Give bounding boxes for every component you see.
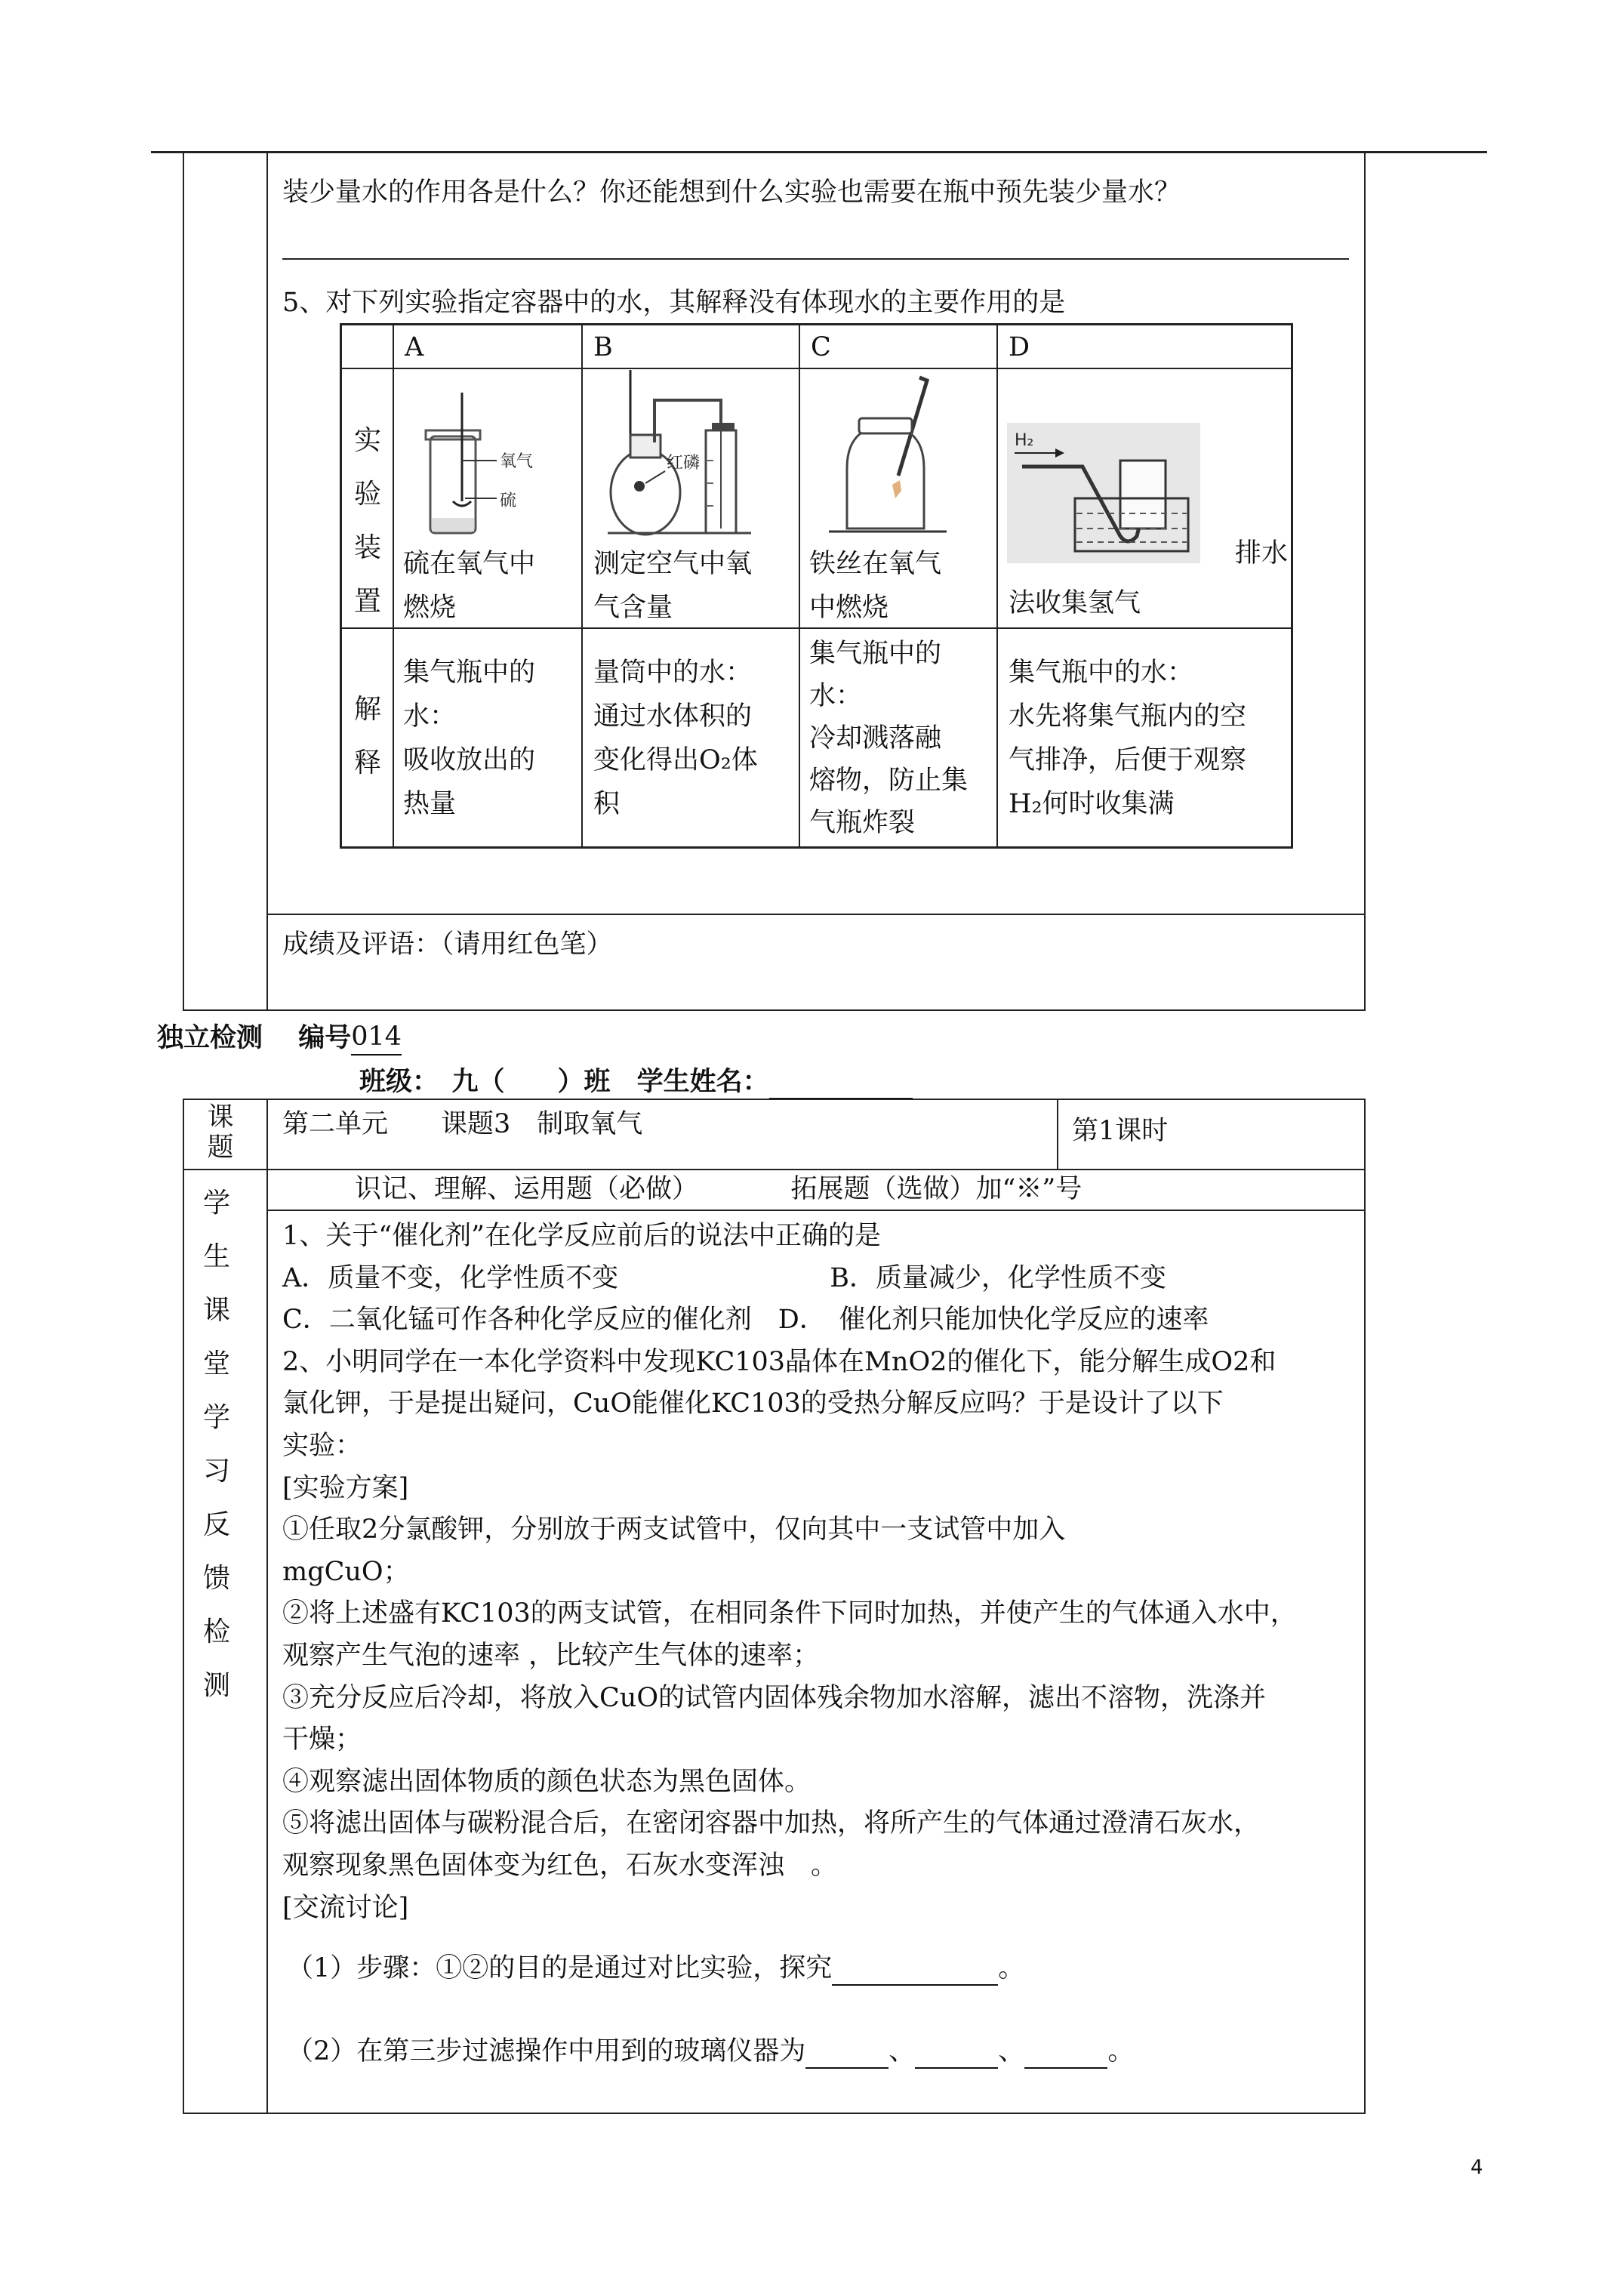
line: mgCuO； (282, 1556, 410, 1587)
line: ④观察滤出固体物质的颜色状态为黑色固体。 (282, 1766, 812, 1797)
question-continuation: 装少量水的作用各是什么？你还能想到什么实验也需要在瓶中预先装少量水？ (282, 177, 1181, 208)
caption-a: 硫在氧气中 燃烧 (403, 549, 536, 623)
number-value: 014 (351, 1019, 402, 1056)
red-phosphorus-label: 红磷 (667, 454, 701, 473)
line: [交流讨论] (282, 1892, 409, 1923)
header-rule (151, 151, 1487, 153)
col-header-d: D (1009, 332, 1030, 362)
line: 观察产生气泡的速率 ，比较产生气体的速率； (282, 1640, 820, 1671)
line: 2、小明同学在一本化学资料中发现KC103晶体在MnO2的催化下，能分解生成O2和 (282, 1346, 1277, 1377)
col-header-a: A (405, 332, 424, 362)
top-frame-inner (266, 151, 268, 1010)
line: 干燥； (282, 1724, 362, 1755)
answer-blank-4[interactable] (1024, 2032, 1107, 2069)
caption-d-2: 法收集氢气 (1009, 588, 1141, 618)
line: 实验： (282, 1430, 362, 1461)
topic-text: 第二单元 课题3 制取氧气 (282, 1109, 643, 1139)
section-title: 独立检测 编号014 (157, 1019, 402, 1056)
line: ②将上述盛有KC103的两支试管，在相同条件下同时加热，并使产生的气体通入水中， (282, 1598, 1297, 1629)
top-frame-left (183, 151, 184, 1010)
iron-wire-combustion-diagram (814, 370, 980, 544)
instructions: 识记、理解、运用题（必做） 拓展题（选做）加“※”号 (355, 1174, 1083, 1204)
line: 观察现象黑色固体变为红色，石灰水变浑浊 。 (282, 1850, 838, 1881)
top-frame-right (1364, 151, 1366, 1010)
air-oxygen-measurement-diagram (593, 370, 796, 544)
grade-comment: 成绩及评语：（请用红色笔） (282, 929, 613, 960)
hydrogen-collection-diagram (1007, 423, 1203, 566)
student-name-blank[interactable] (769, 1063, 913, 1099)
side-label: 学 生 课 堂 学 习 反 馈 检 测 (202, 1188, 230, 1701)
explanation-a: 集气瓶中的 水： 吸收放出的 热量 (403, 658, 536, 819)
h2-label: H₂ (1015, 431, 1034, 450)
row-label-explanation: 解 释 (353, 694, 381, 778)
answer-blank-1[interactable] (832, 1949, 998, 1986)
answer-blank-2[interactable] (805, 2032, 888, 2069)
line: ③充分反应后冷却，将放入CuO的试管内固体残余物加水溶解，滤出不溶物，洗涤并 (282, 1682, 1267, 1713)
explanation-d: 集气瓶中的水： 水先将集气瓶内的空 气排净，后便于观察 H₂何时收集满 (1009, 658, 1247, 819)
sulfur-label: 硫 (500, 492, 517, 510)
row-label-apparatus: 实 验 装 置 (353, 425, 381, 617)
line: A．质量不变，化学性质不变 B．质量减少，化学性质不变 (282, 1262, 1166, 1293)
class-student-line: 班级： 九（ ）班 学生姓名： (359, 1063, 913, 1099)
line: [实验方案] (282, 1472, 409, 1503)
explanation-c: 集气瓶中的 水： 冷却溅落融 熔物，防止集 气瓶炸裂 (809, 639, 969, 838)
answer-blank-3[interactable] (915, 2032, 998, 2069)
topic-label: 课 题 (207, 1102, 234, 1163)
caption-d-1: 排水 (1235, 538, 1289, 569)
col-header-b: B (593, 332, 613, 362)
question-body (282, 1216, 1297, 1929)
explanation-b: 量筒中的水： 通过水体积的 变化得出O₂体 积 (593, 658, 758, 819)
col-header-c: C (811, 332, 831, 362)
line: ①任取2分氯酸钾，分别放于两支试管中，仅向其中一支试管中加入 (282, 1515, 1066, 1546)
sulfur-combustion-diagram (408, 378, 574, 544)
oxygen-label: 氧气 (500, 452, 534, 471)
line: C．二氧化锰可作各种化学反应的催化剂 D． 催化剂只能加快化学反应的速率 (282, 1305, 1209, 1336)
caption-c: 铁丝在氧气 中燃烧 (809, 549, 942, 623)
question-5: 5、对下列实验指定容器中的水，其解释没有体现水的主要作用的是 (282, 288, 1066, 318)
sub-question-2: （2）在第三步过滤操作中用到的玻璃仪器为 、 、 。 (287, 2032, 1134, 2069)
top-frame-bottom (183, 1009, 1366, 1011)
top-frame-divider (266, 914, 1365, 915)
answer-line[interactable] (282, 258, 1349, 260)
line: 氯化钾，于是提出疑问，CuO能催化KC103的受热分解反应吗？于是设计了以下 (282, 1388, 1224, 1419)
page-number: 4 (1471, 2156, 1483, 2179)
line: 1、关于“催化剂”在化学反应前后的说法中正确的是 (282, 1221, 882, 1251)
sub-question-1: （1）步骤：①②的目的是通过对比实验，探究 。 (287, 1949, 1024, 1986)
lesson-text: 第1课时 (1072, 1116, 1169, 1146)
line: ⑤将滤出固体与碳粉混合后，在密闭容器中加热，将所产生的气体通过澄清石灰水， (282, 1808, 1261, 1839)
caption-b: 测定空气中氧 气含量 (593, 549, 753, 623)
